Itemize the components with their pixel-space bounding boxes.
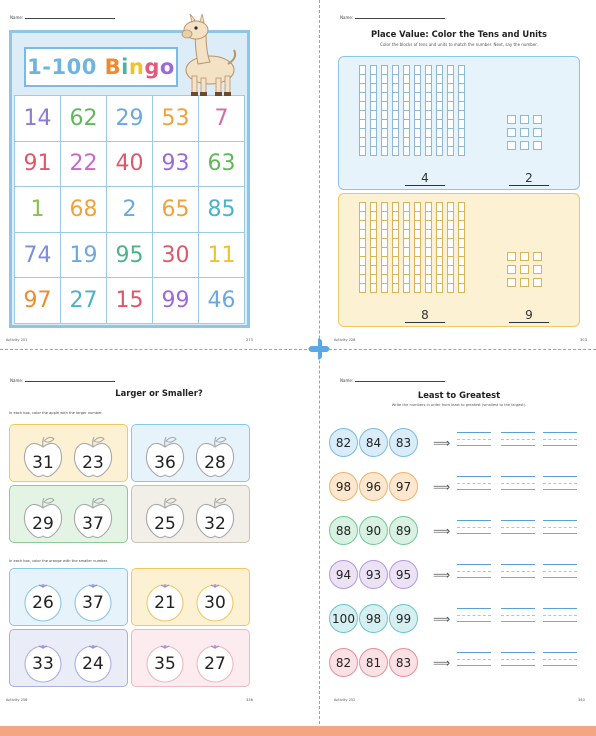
ten-rod[interactable] [447,202,454,292]
vertical-divider [319,0,320,724]
ten-rod[interactable] [458,65,465,155]
name-field: Name: [10,15,115,20]
page-subtitle: Color the blocks of tens and units to match the number. Next, say the number. [380,42,538,47]
answer-blank[interactable] [457,432,491,454]
ten-rod[interactable] [447,65,454,155]
ten-rod[interactable] [381,202,388,292]
ten-rod[interactable] [392,65,399,155]
number-bubble: 98 [359,604,388,633]
apple-number: 23 [82,453,104,473]
number-bubble: 83 [389,428,418,457]
ordering-row [329,604,591,634]
apple-box [9,485,128,543]
units-answer: 2 [509,171,549,186]
unit-block[interactable] [520,278,529,287]
arrow-icon: ⟹ [433,436,451,450]
orange-icon[interactable] [72,640,114,684]
bingo-cell[interactable]: 68 [61,187,107,233]
footer-activity: Activity 228 [334,338,356,342]
arrow-icon: ⟹ [433,480,451,494]
footer-page-number: 273 [246,338,253,342]
number-bubble: 88 [329,516,358,545]
page-subtitle: Write the numbers in order from least to greatest (smallest to the largest). [391,403,527,407]
bingo-cell[interactable]: 99 [153,278,199,324]
answer-blank[interactable] [501,432,535,454]
ten-rod[interactable] [370,65,377,155]
bingo-cell[interactable]: 46 [199,278,245,324]
orange-number: 30 [204,593,226,613]
bingo-page [0,0,318,346]
number-bubble: 95 [389,560,418,589]
number-bubble: 94 [329,560,358,589]
bingo-cell[interactable]: 19 [61,233,107,279]
place-value-page [322,0,596,346]
apple-icon[interactable] [144,435,186,479]
ten-rod[interactable] [403,202,410,292]
orange-number: 27 [204,654,226,674]
orange-box [9,568,128,626]
page-title: Least to Greatest [417,390,501,400]
apple-number: 32 [204,514,226,534]
orange-number: 35 [154,654,176,674]
answer-blank[interactable] [457,476,491,498]
bingo-cell[interactable]: 53 [153,96,199,142]
bingo-cell[interactable]: 85 [199,187,245,233]
answer-blank[interactable] [543,520,577,542]
unit-block[interactable] [533,265,542,274]
unit-block[interactable] [533,141,542,150]
ten-rod[interactable] [414,202,421,292]
arrow-icon: ⟹ [433,612,451,626]
unit-blocks[interactable] [507,252,542,287]
number-bubble: 81 [359,648,388,677]
bingo-title: 1-100 Bingo [24,47,178,87]
orange-box [131,629,250,687]
larger-smaller-page [0,352,318,724]
apple-box [131,485,250,543]
unit-block[interactable] [507,252,516,261]
tens-blocks[interactable] [359,202,465,292]
orange-instruction: In each box, color the orange with the smaller number. [9,559,108,563]
name-field: Name: [340,15,445,20]
orange-icon[interactable] [144,640,186,684]
answer-blank[interactable] [501,476,535,498]
number-bubble: 97 [389,472,418,501]
ten-rod[interactable] [403,65,410,155]
answer-blank[interactable] [501,652,535,674]
ten-rod[interactable] [436,65,443,155]
number-bubble: 84 [359,428,388,457]
orange-number: 24 [82,654,104,674]
answer-blank[interactable] [501,520,535,542]
orange-box [131,568,250,626]
number-bubble: 82 [329,648,358,677]
apple-box [9,424,128,482]
ordering-row [329,648,591,678]
bingo-cell[interactable]: 93 [153,142,199,188]
answer-blank[interactable] [543,608,577,630]
orange-number: 21 [154,593,176,613]
unit-block[interactable] [520,115,529,124]
answer-blank[interactable] [457,652,491,674]
orange-icon[interactable] [22,579,64,623]
number-bubble: 99 [389,604,418,633]
orange-icon[interactable] [72,579,114,623]
answer-blank[interactable] [543,476,577,498]
apple-number: 28 [204,453,226,473]
apple-number: 29 [32,514,54,534]
footer-page-number: 340 [578,698,585,702]
least-greatest-page [322,352,596,724]
bingo-cell[interactable]: 1 [15,187,61,233]
orange-number: 33 [32,654,54,674]
apple-number: 36 [154,453,176,473]
arrow-icon: ⟹ [433,524,451,538]
apple-icon[interactable] [22,496,64,540]
unit-block[interactable] [533,115,542,124]
bingo-cell[interactable]: 29 [107,96,153,142]
ten-rod[interactable] [359,202,366,292]
bingo-cell[interactable]: 74 [15,233,61,279]
ten-rod[interactable] [381,65,388,155]
bingo-cell[interactable]: 15 [107,278,153,324]
bingo-cell[interactable]: 2 [107,187,153,233]
unit-block[interactable] [533,128,542,137]
ordering-row [329,516,591,546]
tens-answer: 8 [405,308,445,323]
units-answer: 9 [509,308,549,323]
answer-blank[interactable] [457,520,491,542]
ordering-row [329,472,591,502]
answer-blank[interactable] [501,608,535,630]
footer-activity: Activity 201 [6,338,28,342]
ordering-row [329,428,591,458]
bingo-grid [14,95,245,324]
ten-rod[interactable] [359,65,366,155]
orange-icon[interactable] [194,640,236,684]
horizontal-divider [0,349,596,350]
bingo-cell[interactable]: 91 [15,142,61,188]
apple-icon[interactable] [22,435,64,479]
tens-answer: 4 [405,171,445,186]
answer-blank[interactable] [501,564,535,586]
bingo-cell[interactable]: 62 [61,96,107,142]
apple-box [131,424,250,482]
apple-number: 25 [154,514,176,534]
bingo-cell[interactable]: 14 [15,96,61,142]
bingo-cell[interactable]: 11 [199,233,245,279]
answer-blank[interactable] [457,608,491,630]
ten-rod[interactable] [436,202,443,292]
apple-icon[interactable] [72,435,114,479]
bottom-accent-bar [0,726,596,736]
unit-block[interactable] [507,278,516,287]
bingo-cell[interactable]: 30 [153,233,199,279]
name-field: Name: [340,378,445,383]
number-bubble: 100 [329,604,358,633]
bingo-cell[interactable]: 27 [61,278,107,324]
footer-activity: Activity 256 [6,698,28,702]
bingo-cell[interactable]: 22 [61,142,107,188]
apple-icon[interactable] [144,496,186,540]
orange-icon[interactable] [144,579,186,623]
orange-icon[interactable] [194,579,236,623]
arrow-icon: ⟹ [433,656,451,670]
orange-box [9,629,128,687]
page-title: Larger or Smaller? [115,388,203,398]
apple-number: 37 [82,514,104,534]
bingo-cell[interactable]: 7 [199,96,245,142]
unit-block[interactable] [507,141,516,150]
page-title: Place Value: Color the Tens and Units [370,29,548,39]
apple-icon[interactable] [72,496,114,540]
apple-instruction: In each box, color the apple with the larger number. [9,411,103,415]
place-value-box-1 [338,56,580,190]
apple-number: 31 [32,453,54,473]
unit-block[interactable] [533,278,542,287]
orange-number: 37 [82,593,104,613]
ten-rod[interactable] [414,65,421,155]
answer-blank[interactable] [543,432,577,454]
unit-block[interactable] [520,252,529,261]
unit-block[interactable] [520,141,529,150]
answer-blank[interactable] [543,564,577,586]
number-bubble: 96 [359,472,388,501]
bingo-cell[interactable]: 95 [107,233,153,279]
tens-blocks[interactable] [359,65,465,155]
ten-rod[interactable] [425,202,432,292]
place-value-box-2 [338,193,580,327]
bingo-cell[interactable]: 40 [107,142,153,188]
answer-blank[interactable] [457,564,491,586]
ten-rod[interactable] [425,65,432,155]
answer-blank[interactable] [543,652,577,674]
number-bubble: 82 [329,428,358,457]
orange-number: 26 [32,593,54,613]
ten-rod[interactable] [370,202,377,292]
unit-block[interactable] [520,128,529,137]
number-bubble: 98 [329,472,358,501]
unit-block[interactable] [507,265,516,274]
orange-icon[interactable] [22,640,64,684]
bingo-cell[interactable]: 63 [199,142,245,188]
unit-block[interactable] [520,265,529,274]
ordering-row [329,560,591,590]
number-bubble: 89 [389,516,418,545]
ten-rod[interactable] [458,202,465,292]
unit-block[interactable] [507,115,516,124]
bingo-cell[interactable]: 97 [15,278,61,324]
footer-activity: Activity 252 [334,698,356,702]
footer-page-number: 303 [580,338,587,342]
apple-icon[interactable] [194,496,236,540]
apple-icon[interactable] [194,435,236,479]
name-field: Name: [10,378,115,383]
number-bubble: 90 [359,516,388,545]
unit-block[interactable] [507,128,516,137]
footer-page-number: 336 [246,698,253,702]
bingo-cell[interactable]: 65 [153,187,199,233]
arrow-icon: ⟹ [433,568,451,582]
number-bubble: 83 [389,648,418,677]
number-bubble: 93 [359,560,388,589]
ten-rod[interactable] [392,202,399,292]
unit-blocks[interactable] [507,115,542,150]
unit-block[interactable] [533,252,542,261]
llama-icon [178,12,242,98]
